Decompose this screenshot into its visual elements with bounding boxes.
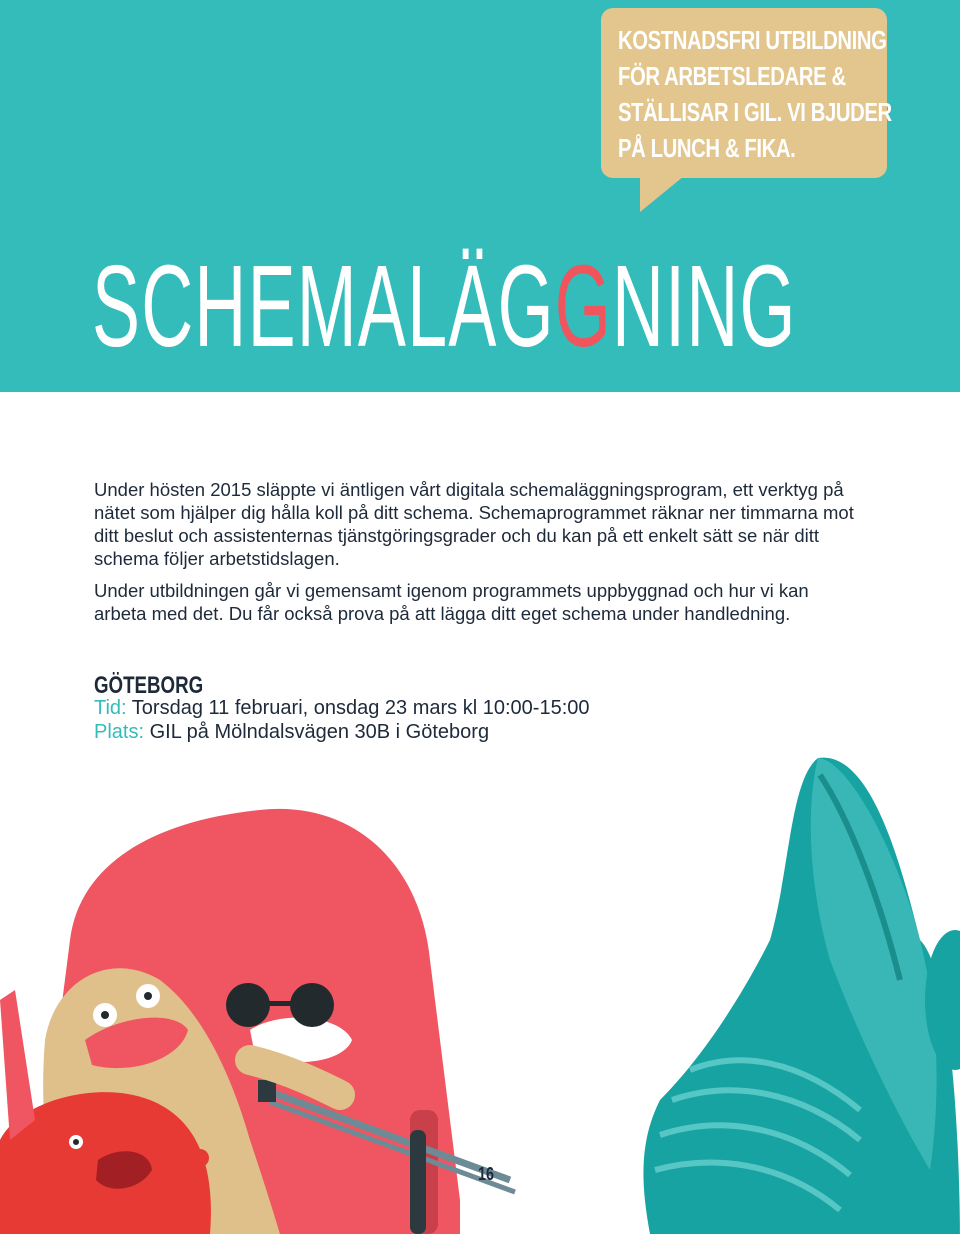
title-part: SCHEMALÄG bbox=[92, 241, 555, 371]
place-value: GIL på Mölndalsvägen 30B i Göteborg bbox=[144, 721, 490, 743]
body-text bbox=[94, 478, 854, 634]
time-value: Torsdag 11 februari, onsdag 23 mars kl 10:00-15:00 bbox=[126, 697, 590, 719]
paragraph: Under utbildningen går vi gemensamt igenom programmets uppbyggnad och hur vi kan arbeta med det. Du får också prova på att lägga ditt eget schema under handledning. bbox=[94, 580, 809, 624]
title-accent-letter: G bbox=[554, 241, 612, 371]
page-number: 16 bbox=[478, 1164, 495, 1184]
speech-bubble-text bbox=[618, 22, 892, 166]
place-label: Plats: bbox=[94, 721, 145, 743]
bubble-line: PÅ LUNCH & FIKA. bbox=[618, 133, 796, 163]
gramophone-horn-graphic bbox=[643, 758, 960, 1234]
monster-illustration bbox=[0, 740, 960, 1234]
page-title bbox=[92, 241, 797, 371]
time-label: Tid: bbox=[94, 697, 127, 719]
title-part: NING bbox=[611, 241, 797, 371]
bubble-line: FÖR ARBETSLEDARE & bbox=[618, 61, 846, 91]
event-city-heading: GÖTEBORG bbox=[94, 672, 204, 699]
paragraph: Under hösten 2015 släppte vi äntligen vårt digitala schemaläggningsprogram, ett verktyg på nätet som hjälper dig hålla koll på ditt schema. Schemaprogrammet räknar ner timmarna mot ditt beslut och assistenternas tjänstgöringsgrader och du kan på ett enkelt sätt se när ditt schema följer arbetstidslagen. bbox=[94, 479, 854, 569]
event-info bbox=[94, 696, 590, 744]
bubble-line: STÄLLISAR I GIL. VI BJUDER bbox=[618, 97, 892, 127]
event-time bbox=[94, 696, 590, 720]
speech-bubble-tail bbox=[640, 176, 684, 212]
bubble-line: KOSTNADSFRI UTBILDNING bbox=[618, 25, 887, 55]
